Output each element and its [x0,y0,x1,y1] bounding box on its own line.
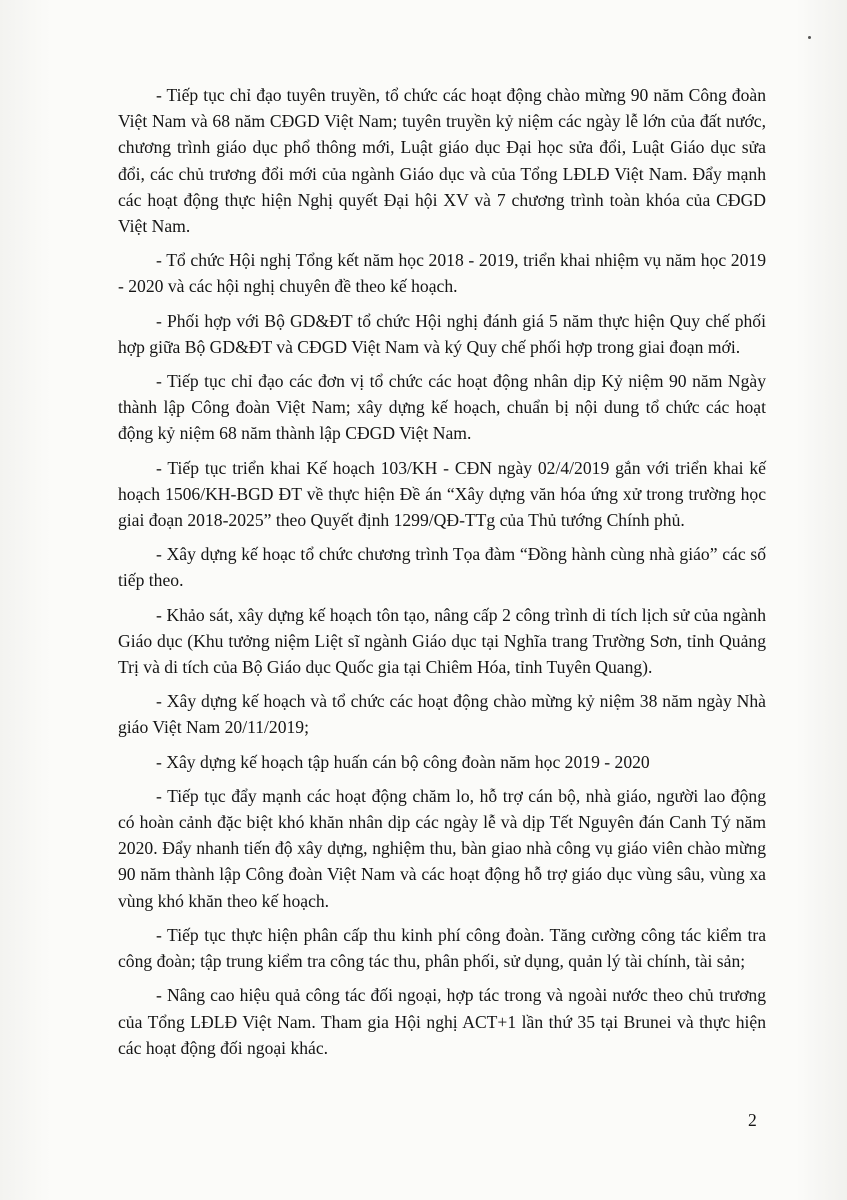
paragraph-6: - Xây dựng kế hoạc tổ chức chương trình Tọa đàm “Đồng hành cùng nhà giáo” các số tiếp theo. [118,544,766,591]
scan-speck [808,36,811,39]
paragraph-8: - Xây dựng kế hoạch và tổ chức các hoạt động chào mừng kỷ niệm 38 năm ngày Nhà giáo Việt Nam 20/11/2019; [118,691,766,738]
paragraph-3: - Phối hợp với Bộ GD&ĐT tổ chức Hội nghị đánh giá 5 năm thực hiện Quy chế phối hợp giữa Bộ GD&ĐT và CĐGD Việt Nam và ký Quy chế phối hợp trong giai đoạn mới. [118,310,766,357]
paragraph-12: - Nâng cao hiệu quả công tác đối ngoại, hợp tác trong và ngoài nước theo chủ trương của Tổng LĐLĐ Việt Nam. Tham gia Hội nghị ACT+1 lần thứ 35 tại Brunei và thực hiện các hoạt động đối ngoại khác. [118,985,766,1058]
paragraph-11: - Tiếp tục thực hiện phân cấp thu kinh phí công đoàn. Tăng cường công tác kiểm tra công đoàn; tập trung kiểm tra công tác thu, phân phối, sử dụng, quản lý tài chính, tài sản; [118,924,766,972]
page-number: 2 [748,1110,757,1130]
paragraph-9: - Xây dựng kế hoạch tập huấn cán bộ công đoàn năm học 2019 - 2020 [156,751,650,772]
paragraph-7: - Khảo sát, xây dựng kế hoạch tôn tạo, nâng cấp 2 công trình di tích lịch sử của ngành Giáo dục (Khu tưởng niệm Liệt sĩ ngành Giáo dục tại Nghĩa trang Trường Sơn, tỉnh Quảng Trị và di tích của Bộ Giáo dục Quốc gia tại Chiêm Hóa, tỉnh Tuyên Quang). [118,604,766,678]
paragraph-4: - Tiếp tục chỉ đạo các đơn vị tổ chức các hoạt động nhân dịp Kỷ niệm 90 năm Ngày thành lập Công đoàn Việt Nam; xây dựng kế hoạch, chuẩn bị nội dung tổ chức các hoạt động kỷ niệm 68 năm thành lập CĐGD Việt Nam. [118,371,766,444]
paragraph-5: - Tiếp tục triển khai Kế hoạch 103/KH - CĐN ngày 02/4/2019 gắn với triển khai kế hoạch 1506/KH-BGD ĐT về thực hiện Đề án “Xây dựng văn hóa ứng xử trong trường học giai đoạn 2018-2025” theo Quyết định 1299/QĐ-TTg của Thủ tướng Chính phủ. [118,457,766,531]
paragraph-1: - Tiếp tục chỉ đạo tuyên truyền, tổ chức các hoạt động chào mừng 90 năm Công đoàn Việt Nam và 68 năm CĐGD Việt Nam; tuyên truyền kỷ niệm các ngày lễ lớn của đất nước, chương trình giáo dục phổ thông mới, Luật giáo dục Đại học sửa đổi, Luật Giáo dục sửa đổi, các chủ trương đổi mới của ngành Giáo dục và của Tổng LĐLĐ Việt Nam. Đẩy mạnh các hoạt động thực hiện Nghị quyết Đại hội XV và 7 chương trình toàn khóa của CĐGD Việt Nam. [118,85,766,237]
document-body [118,82,766,1069]
paragraph-10: - Tiếp tục đẩy mạnh các hoạt động chăm lo, hỗ trợ cán bộ, nhà giáo, người lao động có hoàn cảnh đặc biệt khó khăn nhân dịp các ngày lễ và dịp Tết Nguyên đán Canh Tý năm 2020. Đẩy nhanh tiến độ xây dựng, nghiệm thu, bàn giao nhà công vụ giáo viên chào mừng 90 năm thành lập Công đoàn Việt Nam và các hoạt động hỗ trợ giáo dục vùng sâu, vùng xa vùng khó khăn theo kế hoạch. [118,785,766,911]
paragraph-2: - Tổ chức Hội nghị Tổng kết năm học 2018 - 2019, triển khai nhiệm vụ năm học 2019 - 2020 và các hội nghị chuyên đề theo kế hoạch. [118,250,766,297]
